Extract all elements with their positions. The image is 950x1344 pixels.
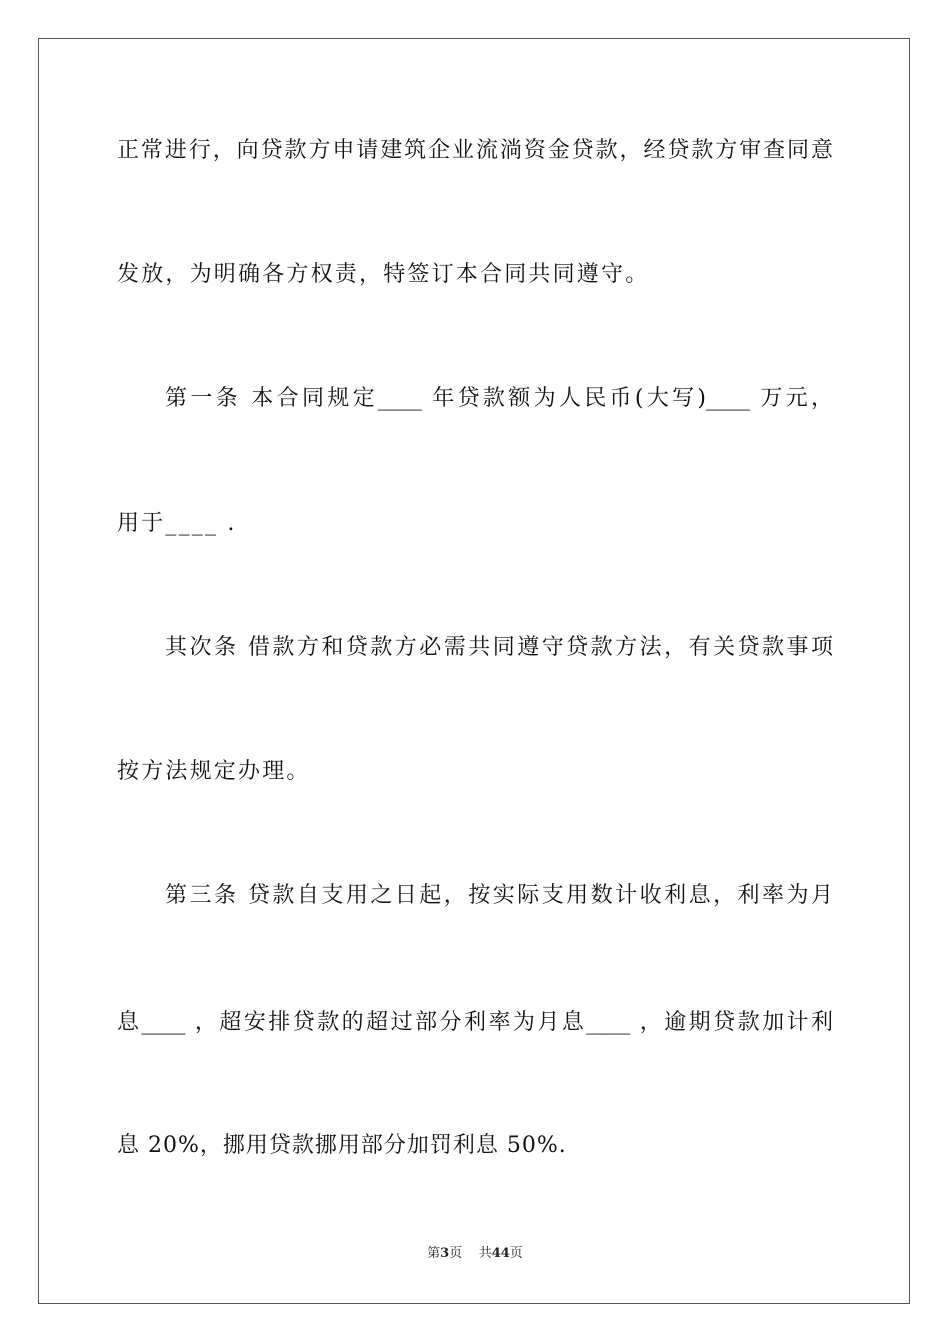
article-1-line-2: 用于____ . [117, 511, 237, 536]
body-line-1: 正常进行，向贷款方申请建筑企业流淌资金贷款，经贷款方审查同意 [117, 138, 833, 163]
body-line-2: 发放，为明确各方权责，特签订本合同共同遵守。 [117, 262, 650, 287]
footer-page-number: 3 [440, 1246, 450, 1261]
article-3-line-2: 息____ ，超安排贷款的超过部分利率为月息____ ，逾期贷款加计利 [117, 1010, 833, 1035]
article-3-line-1: 第三条 贷款自支用之日起，按实际支用数计收利息，利率为月 [165, 883, 833, 908]
footer-total-pages: 44 [491, 1246, 510, 1261]
article-2-line-2: 按方法规定办理。 [117, 759, 311, 784]
footer-total-prefix: 共 [478, 1246, 492, 1261]
page-border [38, 38, 910, 1304]
article-2-line-1: 其次条 借款方和贷款方必需共同遵守贷款方法，有关贷款事项 [165, 635, 833, 660]
footer-total-suffix: 页 [509, 1246, 523, 1261]
footer-page-suffix: 页 [449, 1246, 463, 1261]
footer-page-prefix: 第 [427, 1246, 441, 1261]
page-footer [0, 1245, 950, 1263]
article-3-line-3: 息 20%，挪用贷款挪用部分加罚利息 50%. [117, 1133, 567, 1158]
article-1-line-1: 第一条 本合同规定____ 年贷款额为人民币(大写)____ 万元， [165, 386, 833, 411]
